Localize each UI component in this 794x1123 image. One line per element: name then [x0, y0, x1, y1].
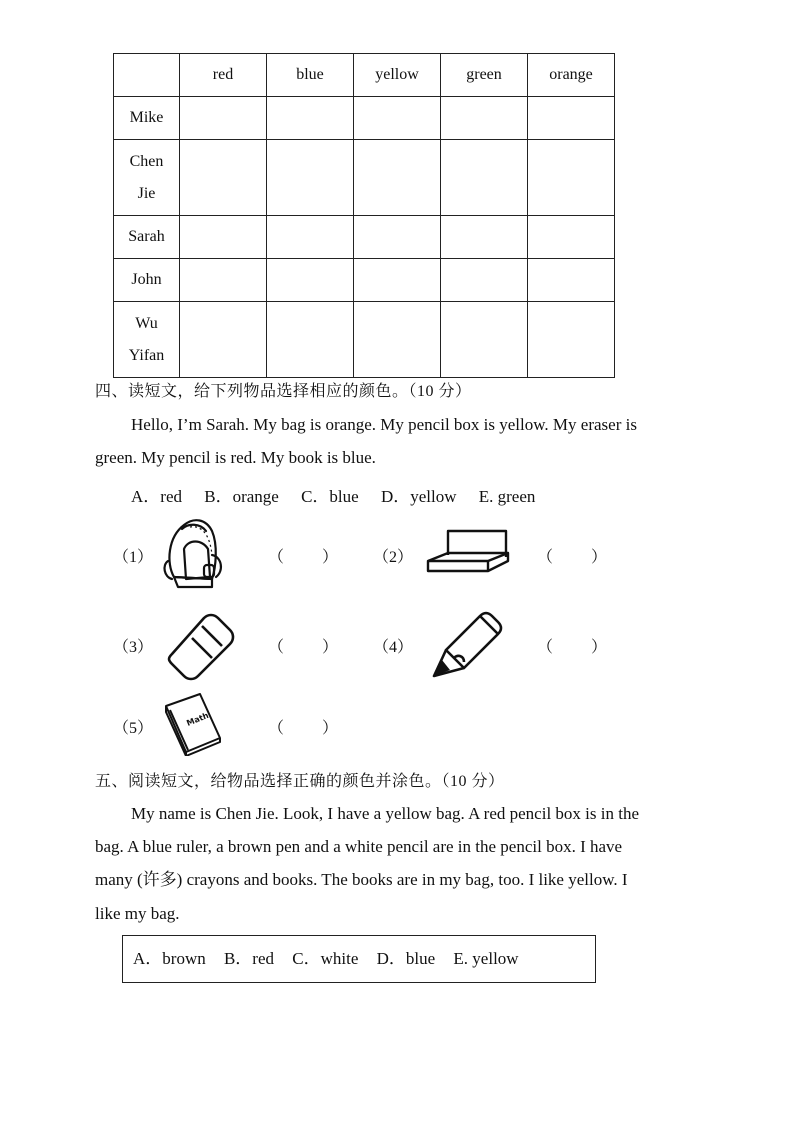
pencil-box-icon — [424, 527, 512, 583]
paren-close: ） — [321, 720, 338, 737]
section5-paragraph-line4: like my bag. — [95, 904, 180, 923]
section5-paragraph-line3: many (许多) crayons and books. The books are in my bag, too. I like yellow. I — [95, 870, 628, 889]
paren-close: ） — [590, 549, 607, 566]
paren-close: ） — [321, 639, 338, 656]
option-b: B．red — [223, 949, 275, 968]
item2-label: （2） — [373, 549, 414, 566]
answer-cell[interactable] — [441, 97, 528, 140]
answer-cell[interactable] — [354, 216, 441, 259]
answer-cell[interactable] — [354, 302, 441, 378]
answer-blank-4[interactable] — [537, 634, 607, 657]
row-name-line2: Yifan — [128, 346, 165, 364]
table-header-row — [114, 54, 615, 97]
answer-cell[interactable] — [267, 302, 354, 378]
option-a: A．red — [131, 487, 182, 506]
option-e: E. green — [478, 487, 536, 506]
book-title: Math — [185, 710, 210, 728]
row-name-cell — [114, 97, 180, 140]
paren-open: （ — [537, 639, 554, 656]
option-d: D．blue — [376, 949, 436, 968]
row-name-cell — [114, 302, 180, 378]
answer-cell[interactable] — [267, 97, 354, 140]
paren-open: （ — [268, 639, 285, 656]
section5-options-box — [122, 935, 596, 983]
table-row — [114, 259, 615, 302]
row-name: Sarah — [128, 228, 165, 245]
backpack-icon — [160, 515, 228, 593]
row-name: John — [131, 271, 162, 288]
answer-cell[interactable] — [528, 259, 615, 302]
section5-options — [133, 944, 533, 969]
row-name-cell — [114, 216, 180, 259]
item4-label: （4） — [373, 639, 414, 656]
section4-paragraph-line1: Hello, I’m Sarah. My bag is orange. My pencil box is yellow. My eraser is — [131, 415, 637, 434]
option-e: E. yellow — [453, 949, 519, 968]
option-b: B．orange — [204, 487, 279, 506]
table-row — [114, 97, 615, 140]
option-c: C．blue — [301, 487, 359, 506]
paren-close: ） — [321, 549, 338, 566]
row-name-line2: Jie — [137, 184, 156, 202]
book-icon — [162, 690, 224, 756]
section5-heading: 五、阅读短文，给物品选择正确的颜色并涂色。（10 分） — [95, 773, 505, 790]
table-header-cell: green — [441, 54, 528, 97]
table-header-cell: yellow — [354, 54, 441, 97]
answer-cell[interactable] — [528, 302, 615, 378]
table-row — [114, 140, 615, 216]
answer-cell[interactable] — [441, 259, 528, 302]
answer-blank-1[interactable] — [268, 544, 338, 567]
answer-cell[interactable] — [180, 259, 267, 302]
answer-cell[interactable] — [528, 97, 615, 140]
answer-cell[interactable] — [354, 259, 441, 302]
answer-cell[interactable] — [267, 216, 354, 259]
item5-label: （5） — [113, 720, 154, 737]
answer-blank-2[interactable] — [537, 544, 607, 567]
answer-cell[interactable] — [441, 140, 528, 216]
row-name-cell — [114, 140, 180, 216]
answer-blank-3[interactable] — [268, 634, 338, 657]
row-name: Mike — [129, 109, 164, 126]
color-table — [113, 53, 615, 378]
table-header-cell — [114, 54, 180, 97]
answer-cell[interactable] — [441, 302, 528, 378]
answer-cell[interactable] — [528, 140, 615, 216]
paren-open: （ — [268, 549, 285, 566]
answer-cell[interactable] — [180, 302, 267, 378]
pencil-icon — [430, 610, 504, 680]
table-header-cell: red — [180, 54, 267, 97]
answer-cell[interactable] — [180, 216, 267, 259]
section4-options — [131, 482, 553, 507]
section5-paragraph-line1: My name is Chen Jie. Look, I have a yellow bag. A red pencil box is in the — [131, 804, 640, 823]
row-name: Wu — [135, 314, 158, 332]
section4-paragraph-line2: green. My pencil is red. My book is blue. — [95, 448, 376, 467]
table-header-cell: blue — [267, 54, 354, 97]
section5-paragraph-line2: bag. A blue ruler, a brown pen and a white pencil are in the pencil box. I have — [95, 837, 623, 856]
answer-cell[interactable] — [180, 97, 267, 140]
answer-blank-5[interactable] — [268, 715, 338, 738]
table-header-cell: orange — [528, 54, 615, 97]
paren-open: （ — [537, 549, 554, 566]
answer-cell[interactable] — [441, 216, 528, 259]
eraser-icon — [164, 610, 238, 682]
table-row — [114, 302, 615, 378]
answer-cell[interactable] — [180, 140, 267, 216]
row-name: Chen — [129, 152, 164, 170]
answer-cell[interactable] — [354, 97, 441, 140]
answer-cell[interactable] — [267, 140, 354, 216]
answer-cell[interactable] — [528, 216, 615, 259]
answer-cell[interactable] — [354, 140, 441, 216]
paren-close: ） — [590, 639, 607, 656]
row-name-cell — [114, 259, 180, 302]
item3-label: （3） — [113, 639, 154, 656]
option-a: A．brown — [133, 949, 206, 968]
item1-label: （1） — [113, 549, 154, 566]
answer-cell[interactable] — [267, 259, 354, 302]
option-c: C．white — [292, 949, 359, 968]
section4-heading: 四、读短文，给下列物品选择相应的颜色。（10 分） — [95, 383, 472, 400]
option-d: D．yellow — [380, 487, 457, 506]
paren-open: （ — [268, 720, 285, 737]
table-row — [114, 216, 615, 259]
